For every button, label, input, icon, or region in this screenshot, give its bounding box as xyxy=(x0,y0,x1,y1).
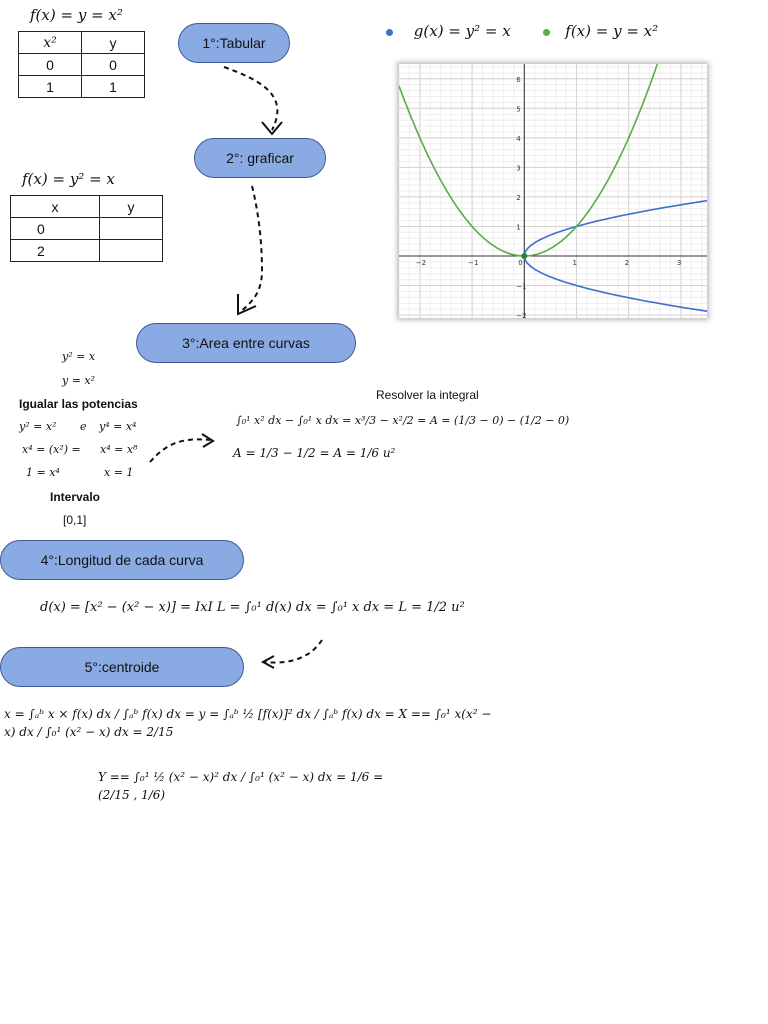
eq-y2-x: y² = x xyxy=(62,350,96,363)
integral-line: ∫₀¹ x² dx − ∫₀¹ x dx = x³/3 − x²/2 = A = (1/3 − 0) − (1/2 − 0) xyxy=(236,414,570,427)
table-cell: 1 xyxy=(82,76,145,98)
x-tick-label: 3 xyxy=(676,258,682,267)
legend xyxy=(386,22,658,40)
table-cell: 0 xyxy=(11,218,100,240)
row1a: y² = x² xyxy=(19,420,57,433)
step2-label: 2°: graficar xyxy=(226,150,294,166)
length-equation: d(x) = [x² − (x² − x)] = IxI L = ∫₀¹ d(x) dx = ∫₀¹ x dx = L = 1/2 u² xyxy=(40,600,465,615)
step4-label: 4°:Longitud de cada curva xyxy=(40,552,204,568)
legend-g-label: g(x) = y² = x xyxy=(413,22,511,40)
x-tick-label: 2 xyxy=(624,258,630,267)
y-tick-label: 4 xyxy=(516,134,521,143)
row3a: 1 = x⁴ xyxy=(26,466,60,479)
y-tick-label: 5 xyxy=(516,105,521,114)
igualar-label: Igualar las potencias xyxy=(19,397,138,411)
centroid-y-equation: Y == ∫₀¹ ½ (x² − x)² dx / ∫₀¹ (x² − x) dx = 1/6 = (2/15 , 1/6) xyxy=(98,770,384,802)
y-tick-label: 1 xyxy=(516,223,521,232)
centroid-x-equation: x = ∫ₐᵇ x × f(x) dx / ∫ₐᵇ f(x) dx = y = ∫ₐᵇ ½ [f(x)]² dx / ∫ₐᵇ f(x) dx = X == ∫₀¹ x(x² − x) dx / ∫₀¹ (x² − x) dx = 2/15 xyxy=(4,707,492,739)
intervalo-value: [0,1] xyxy=(63,513,87,527)
table-header: x xyxy=(11,196,100,218)
y-tick-label: −2 xyxy=(516,312,527,318)
row1b: y⁴ = x⁴ xyxy=(99,420,137,433)
x-tick-label: −1 xyxy=(468,258,479,267)
table-header: x² xyxy=(19,32,82,54)
legend-f-label: f(x) = y = x² xyxy=(565,22,659,40)
x-tick-label: −2 xyxy=(415,258,427,267)
table-cell: 0 xyxy=(82,54,145,76)
row1e: e xyxy=(80,420,87,433)
table1-title: f(x) = y = x² xyxy=(30,6,123,24)
row2a: x⁴ = (x²) = xyxy=(22,443,81,456)
area-result: A = 1/3 − 1/2 = A = 1/6 u² xyxy=(233,446,396,460)
intervalo-label: Intervalo xyxy=(50,490,101,504)
row2b: x⁴ = x⁸ xyxy=(100,443,138,456)
plot xyxy=(399,64,707,318)
series-line xyxy=(399,64,658,256)
step3-label: 3°:Area entre curvas xyxy=(182,335,310,351)
y-tick-label: 2 xyxy=(516,193,521,202)
legend-f-dot xyxy=(543,29,550,36)
arrow-step2-to-step3 xyxy=(240,186,262,312)
table-cell: 1 xyxy=(19,76,82,98)
y-tick-label: −1 xyxy=(516,282,527,291)
table-header: y xyxy=(100,196,163,218)
intersection-point xyxy=(521,253,527,259)
y-tick-label: 3 xyxy=(516,164,521,173)
table-cell: 2 xyxy=(11,240,100,262)
x-tick-label: 0 xyxy=(518,258,523,267)
step5-label: 5°:centroide xyxy=(84,659,160,675)
table-cell: 0 xyxy=(19,54,82,76)
arrow-step1-to-step2 xyxy=(224,67,277,130)
y-tick-label: 6 xyxy=(516,75,521,84)
graph-frame xyxy=(399,64,707,318)
arrow-to-integral xyxy=(150,439,210,462)
resolver-label: Resolver la integral xyxy=(376,388,479,402)
table-header: y xyxy=(82,32,145,54)
table2-title: f(x) = y² = x xyxy=(22,170,115,188)
legend-g-dot xyxy=(386,29,393,36)
x-tick-label: 1 xyxy=(572,258,577,267)
arrow-to-centroid xyxy=(264,640,322,663)
eq-y-x2: y = x² xyxy=(62,374,96,387)
step1-label: 1°:Tabular xyxy=(202,35,266,51)
arrowhead-step3 xyxy=(238,294,256,314)
row3b: x = 1 xyxy=(104,466,134,479)
